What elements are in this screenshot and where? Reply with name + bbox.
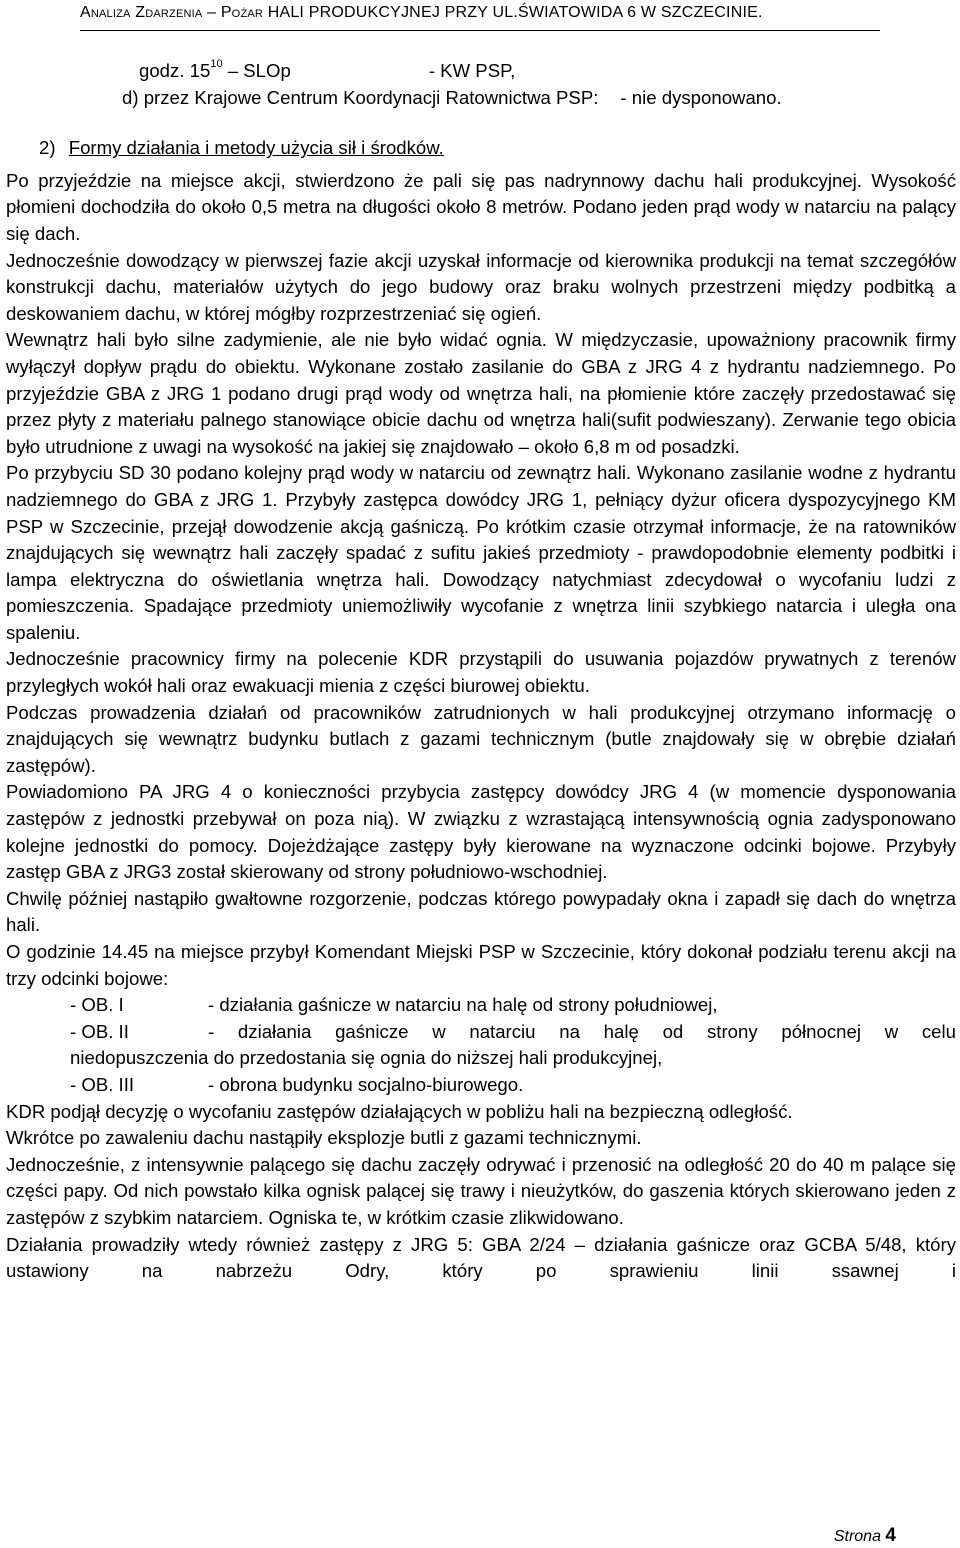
intro-kckr: d) przez Krajowe Centrum Koordynacji Ratownictwa PSP:: [122, 86, 599, 108]
intro-kw-psp: - KW PSP,: [428, 60, 516, 81]
paragraph: Po przyjeździe na miejsce akcji, stwierdzono że pali się pas nadrynnowy dachu hali produkcyjnej. Wysokość płomieni dochodziła do około 0,5 metra na długości około 8 metrów. Podano jeden prąd wody w natarciu na palący się dach.: [6, 169, 956, 244]
paragraph: Jednocześnie, z intensywnie palącego się dachu zaczęły odrywać i przenosić na odległość 20 do 40 m palące się części papy. Od nich powstało kilka ognisk palącej się trawy i nieużytków, do gaszenia których skierowano jeden z zastępów z szybkim natarciem. Ogniska te, w krótkim czasie zlikwidowano.: [6, 1153, 956, 1228]
header-part-location: HALI PRODUKCYJNEJ PRZY UL.ŚWIATOWIDA 6 W SZCZECINIE.: [263, 4, 763, 21]
list-item-label: - OB. II: [70, 1020, 129, 1042]
paragraph: O godzinie 14.45 na miejsce przybył Komendant Miejski PSP w Szczecinie, który dokonał podziału terenu akcji na trzy odcinki bojowe:: [6, 941, 956, 989]
intro-line-2: [6, 85, 956, 112]
intro-line-1: [6, 58, 956, 85]
intro-time: godz. 15: [139, 60, 211, 81]
paragraph: Chwilę później nastąpiło gwałtowne rozgorzenie, podczas którego powypadały okna i zapadł się dach do wnętrza hali.: [6, 887, 956, 936]
paragraph: Działania prowadziły wtedy również zastępy z JRG 5: GBA 2/24 – działania gaśnicze oraz GCBA 5/48, który ustawiony na nabrzeżu Odry, który po sprawieniu linii ssawnej i: [6, 1233, 956, 1282]
battle-sections-list: [6, 992, 956, 1098]
paragraph: Wewnątrz hali było silne zadymienie, ale nie było widać ognia. W międzyczasie, upoważniony pracownik firmy wyłączył dopływ prądu do obiektu. Wykonane zostało zasilanie do GBA z JRG 4 z hydrantu nadziemnego. Po przyjeździe GBA z JRG 1 podano drugi prąd wody od wnętrza hali, na płomienie które zaczęły przedostawać się przez płyty z materiału palnego stanowiące obicie dachu od wnętrza hali(sufit podwieszany). Zerwanie tego obicia było utrudnione z uwagi na wysokość na jakiej się znajdowało – około 6,8 m od posadzki.: [6, 329, 956, 457]
header-rule: [80, 30, 880, 31]
paragraph: Jednocześnie pracownicy firmy na polecenie KDR przystąpili do usuwania pojazdów prywatnych z terenów przyległych wokół hali oraz ewakuacji mienia z części biurowej obiektu.: [6, 648, 956, 697]
intro-slop: – SLOp: [222, 60, 291, 81]
list-item-text: - obrona budynku socjalno-biurowego.: [208, 1073, 524, 1095]
paragraph: Wkrótce po zawaleniu dachu nastąpiły eksplozje butli z gazami technicznymi.: [6, 1127, 642, 1149]
footer-page-number: 4: [885, 1525, 896, 1546]
paragraph: Po przybyciu SD 30 podano kolejny prąd wody w natarciu od zewnątrz hali. Wykonano zasilanie wodne z hydrantu nadziemnego do GBA z JRG 1. Przybyły zastępca dowódcy JRG 1, pełniący dyżur oficera dyspozycyjnego KM PSP w Szczecinie, przejął dowodzenie akcją gaśniczą. Po krótkim czasie otrzymał informacje, że na ratowników znajdujących się wewnątrz hali zaczęły spadać z sufitu jakieś przedmioty - prawdopodobnie elementy podbitki i lampa elektryczna do oświetlania wnętrza hali. Dowodzący natychmiast zdecydował o wycofaniu ludzi z pomieszczenia. Spadające przedmioty uniemożliwiły wycofanie z wnętrza linii szybkiego natarcia i uległa ona spaleniu.: [6, 462, 956, 643]
page-header: [0, 4, 960, 28]
header-title: [80, 4, 763, 22]
header-part-analysis: Analiza Zdarzenia: [80, 4, 203, 21]
list-item-text: - działania gaśnicze w natarciu na halę od strony południowej,: [208, 994, 718, 1016]
paragraph: Podczas prowadzenia działań od pracowników zatrudnionych w hali produkcyjnej otrzymano informację o znajdujących się wewnątrz budynku butlach z gazami technicznym (butle znajdowały się w obrębie działań zastępów).: [6, 701, 956, 776]
list-item-continuation: niedopuszczenia do przedostania się ognia do niższej hali produkcyjnej,: [70, 1047, 663, 1069]
list-item-text: - działania gaśnicze w natarciu na halę od strony północnej w celu: [208, 1020, 956, 1042]
paragraph: KDR podjął decyzję o wycofaniu zastępów działających w pobliżu hali na bezpieczną odległość.: [6, 1100, 793, 1122]
list-item-label: - OB. I: [70, 994, 124, 1016]
list-item: [6, 1019, 956, 1046]
list-item: [6, 1072, 956, 1099]
list-item-label: - OB. III: [70, 1073, 135, 1095]
section-number: 2): [39, 137, 56, 159]
paragraph: Jednocześnie dowodzący w pierwszej fazie akcji uzyskał informacje od kierownika produkcji na temat szczegółów konstrukcji dachu, materiałów użytych do jego budowy oraz braku wolnych przestrzeni między podbitką a deskowaniem dachu, w której mógłby rozprzestrzeniać się ogień.: [6, 249, 956, 324]
header-part-fire: Pożar: [220, 4, 264, 21]
paragraph: Powiadomiono PA JRG 4 o konieczności przybycia zastępcy dowódcy JRG 4 (w momencie dysponowania zastępów z jednostki przebywał on poza nią). W związku z wzrastającą intensywnością ognia zadysponowano kolejne jednostki do pomocy. Dojeżdżające zastępy były kierowane na wyznaczone odcinki bojowe. Przybyły zastęp GBA z JRG3 został skierowany od strony południowo-wschodniej.: [6, 781, 956, 883]
intro-time-minutes: 10: [210, 57, 223, 70]
section-heading: [6, 135, 956, 162]
document-body: [6, 58, 956, 1285]
footer-page-label: Strona: [833, 1528, 886, 1545]
intro-not-dispatched: - nie dysponowano.: [620, 86, 782, 108]
list-item: [6, 992, 956, 1019]
section-title: Formy działania i metody użycia sił i środków.: [68, 137, 444, 159]
header-dash: –: [202, 4, 221, 21]
page-footer: [834, 1525, 896, 1547]
